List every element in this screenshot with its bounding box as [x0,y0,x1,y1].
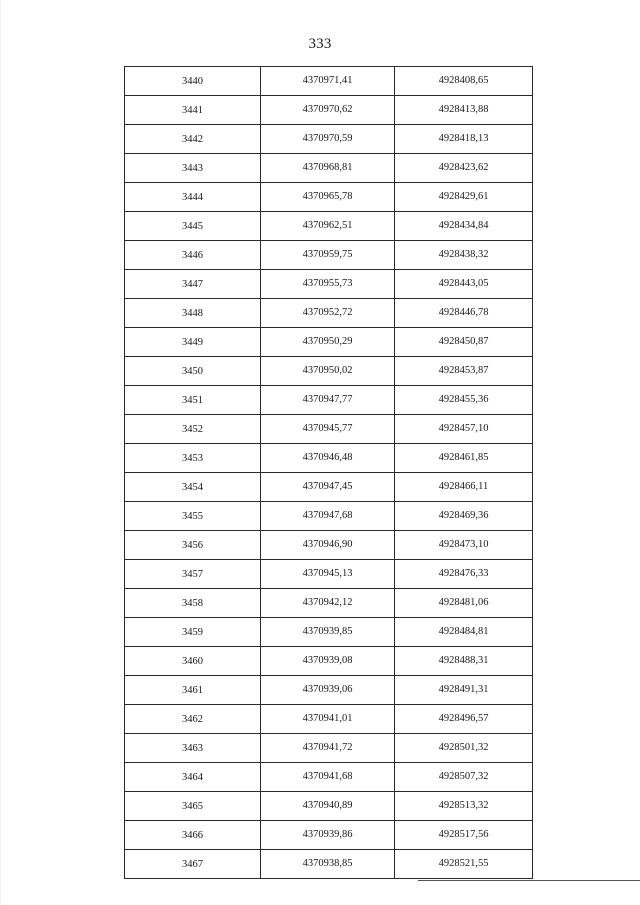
y-coordinate-cell: 4928473,10 [395,531,533,560]
point-number-cell: 3460 [125,647,261,676]
y-coordinate-cell: 4928434,84 [395,212,533,241]
table-row [125,676,533,705]
table-row [125,850,533,879]
x-coordinate-cell: 4370940,89 [261,792,395,821]
y-coordinate-cell: 4928418,13 [395,125,533,154]
y-coordinate-cell: 4928466,11 [395,473,533,502]
point-number-cell: 3459 [125,618,261,647]
y-coordinate-cell: 4928481,06 [395,589,533,618]
point-number-cell: 3440 [125,67,261,96]
x-coordinate-cell: 4370950,02 [261,357,395,386]
y-coordinate-cell: 4928507,32 [395,763,533,792]
table-row [125,386,533,415]
x-coordinate-cell: 4370947,77 [261,386,395,415]
table-row [125,734,533,763]
x-coordinate-cell: 4370947,68 [261,502,395,531]
table-row [125,589,533,618]
point-number-cell: 3462 [125,705,261,734]
x-coordinate-cell: 4370970,59 [261,125,395,154]
scan-edge [0,0,1,905]
point-number-cell: 3443 [125,154,261,183]
y-coordinate-cell: 4928496,57 [395,705,533,734]
x-coordinate-cell: 4370939,08 [261,647,395,676]
table-row [125,212,533,241]
table-row [125,502,533,531]
point-number-cell: 3456 [125,531,261,560]
table-row [125,241,533,270]
x-coordinate-cell: 4370946,48 [261,444,395,473]
x-coordinate-cell: 4370950,29 [261,328,395,357]
y-coordinate-cell: 4928429,61 [395,183,533,212]
y-coordinate-cell: 4928446,78 [395,299,533,328]
point-number-cell: 3463 [125,734,261,763]
table-row [125,531,533,560]
x-coordinate-cell: 4370946,90 [261,531,395,560]
point-number-cell: 3464 [125,763,261,792]
point-number-cell: 3457 [125,560,261,589]
y-coordinate-cell: 4928513,32 [395,792,533,821]
y-coordinate-cell: 4928450,87 [395,328,533,357]
x-coordinate-cell: 4370959,75 [261,241,395,270]
point-number-cell: 3441 [125,96,261,125]
point-number-cell: 3451 [125,386,261,415]
point-number-cell: 3461 [125,676,261,705]
x-coordinate-cell: 4370962,51 [261,212,395,241]
y-coordinate-cell: 4928438,32 [395,241,533,270]
table-row [125,444,533,473]
coordinates-table [124,66,533,879]
table-row [125,821,533,850]
table-row [125,357,533,386]
y-coordinate-cell: 4928488,31 [395,647,533,676]
coordinates-table-body [125,67,533,879]
x-coordinate-cell: 4370945,13 [261,560,395,589]
point-number-cell: 3466 [125,821,261,850]
y-coordinate-cell: 4928469,36 [395,502,533,531]
y-coordinate-cell: 4928457,10 [395,415,533,444]
y-coordinate-cell: 4928423,62 [395,154,533,183]
x-coordinate-cell: 4370941,01 [261,705,395,734]
table-row [125,299,533,328]
y-coordinate-cell: 4928455,36 [395,386,533,415]
point-number-cell: 3467 [125,850,261,879]
x-coordinate-cell: 4370941,72 [261,734,395,763]
x-coordinate-cell: 4370945,77 [261,415,395,444]
x-coordinate-cell: 4370939,06 [261,676,395,705]
point-number-cell: 3445 [125,212,261,241]
point-number-cell: 3444 [125,183,261,212]
table-row [125,415,533,444]
x-coordinate-cell: 4370968,81 [261,154,395,183]
x-coordinate-cell: 4370938,85 [261,850,395,879]
point-number-cell: 3465 [125,792,261,821]
table-row [125,560,533,589]
footer-rule [418,880,640,881]
y-coordinate-cell: 4928408,65 [395,67,533,96]
x-coordinate-cell: 4370939,86 [261,821,395,850]
table-row [125,154,533,183]
x-coordinate-cell: 4370970,62 [261,96,395,125]
point-number-cell: 3450 [125,357,261,386]
point-number-cell: 3458 [125,589,261,618]
x-coordinate-cell: 4370965,78 [261,183,395,212]
y-coordinate-cell: 4928476,33 [395,560,533,589]
y-coordinate-cell: 4928517,56 [395,821,533,850]
table-row [125,647,533,676]
point-number-cell: 3449 [125,328,261,357]
table-row [125,96,533,125]
y-coordinate-cell: 4928491,31 [395,676,533,705]
x-coordinate-cell: 4370955,73 [261,270,395,299]
y-coordinate-cell: 4928461,85 [395,444,533,473]
point-number-cell: 3453 [125,444,261,473]
point-number-cell: 3446 [125,241,261,270]
table-row [125,183,533,212]
x-coordinate-cell: 4370941,68 [261,763,395,792]
y-coordinate-cell: 4928521,55 [395,850,533,879]
y-coordinate-cell: 4928443,05 [395,270,533,299]
table-row [125,763,533,792]
table-row [125,618,533,647]
table-row [125,125,533,154]
x-coordinate-cell: 4370971,41 [261,67,395,96]
y-coordinate-cell: 4928484,81 [395,618,533,647]
x-coordinate-cell: 4370947,45 [261,473,395,502]
table-row [125,270,533,299]
page-number: 333 [308,36,332,52]
table-row [125,328,533,357]
point-number-cell: 3442 [125,125,261,154]
x-coordinate-cell: 4370939,85 [261,618,395,647]
table-row [125,792,533,821]
table-row [125,473,533,502]
point-number-cell: 3452 [125,415,261,444]
point-number-cell: 3455 [125,502,261,531]
y-coordinate-cell: 4928453,87 [395,357,533,386]
y-coordinate-cell: 4928501,32 [395,734,533,763]
table-row [125,705,533,734]
point-number-cell: 3448 [125,299,261,328]
point-number-cell: 3447 [125,270,261,299]
point-number-cell: 3454 [125,473,261,502]
y-coordinate-cell: 4928413,88 [395,96,533,125]
x-coordinate-cell: 4370942,12 [261,589,395,618]
x-coordinate-cell: 4370952,72 [261,299,395,328]
table-row [125,67,533,96]
